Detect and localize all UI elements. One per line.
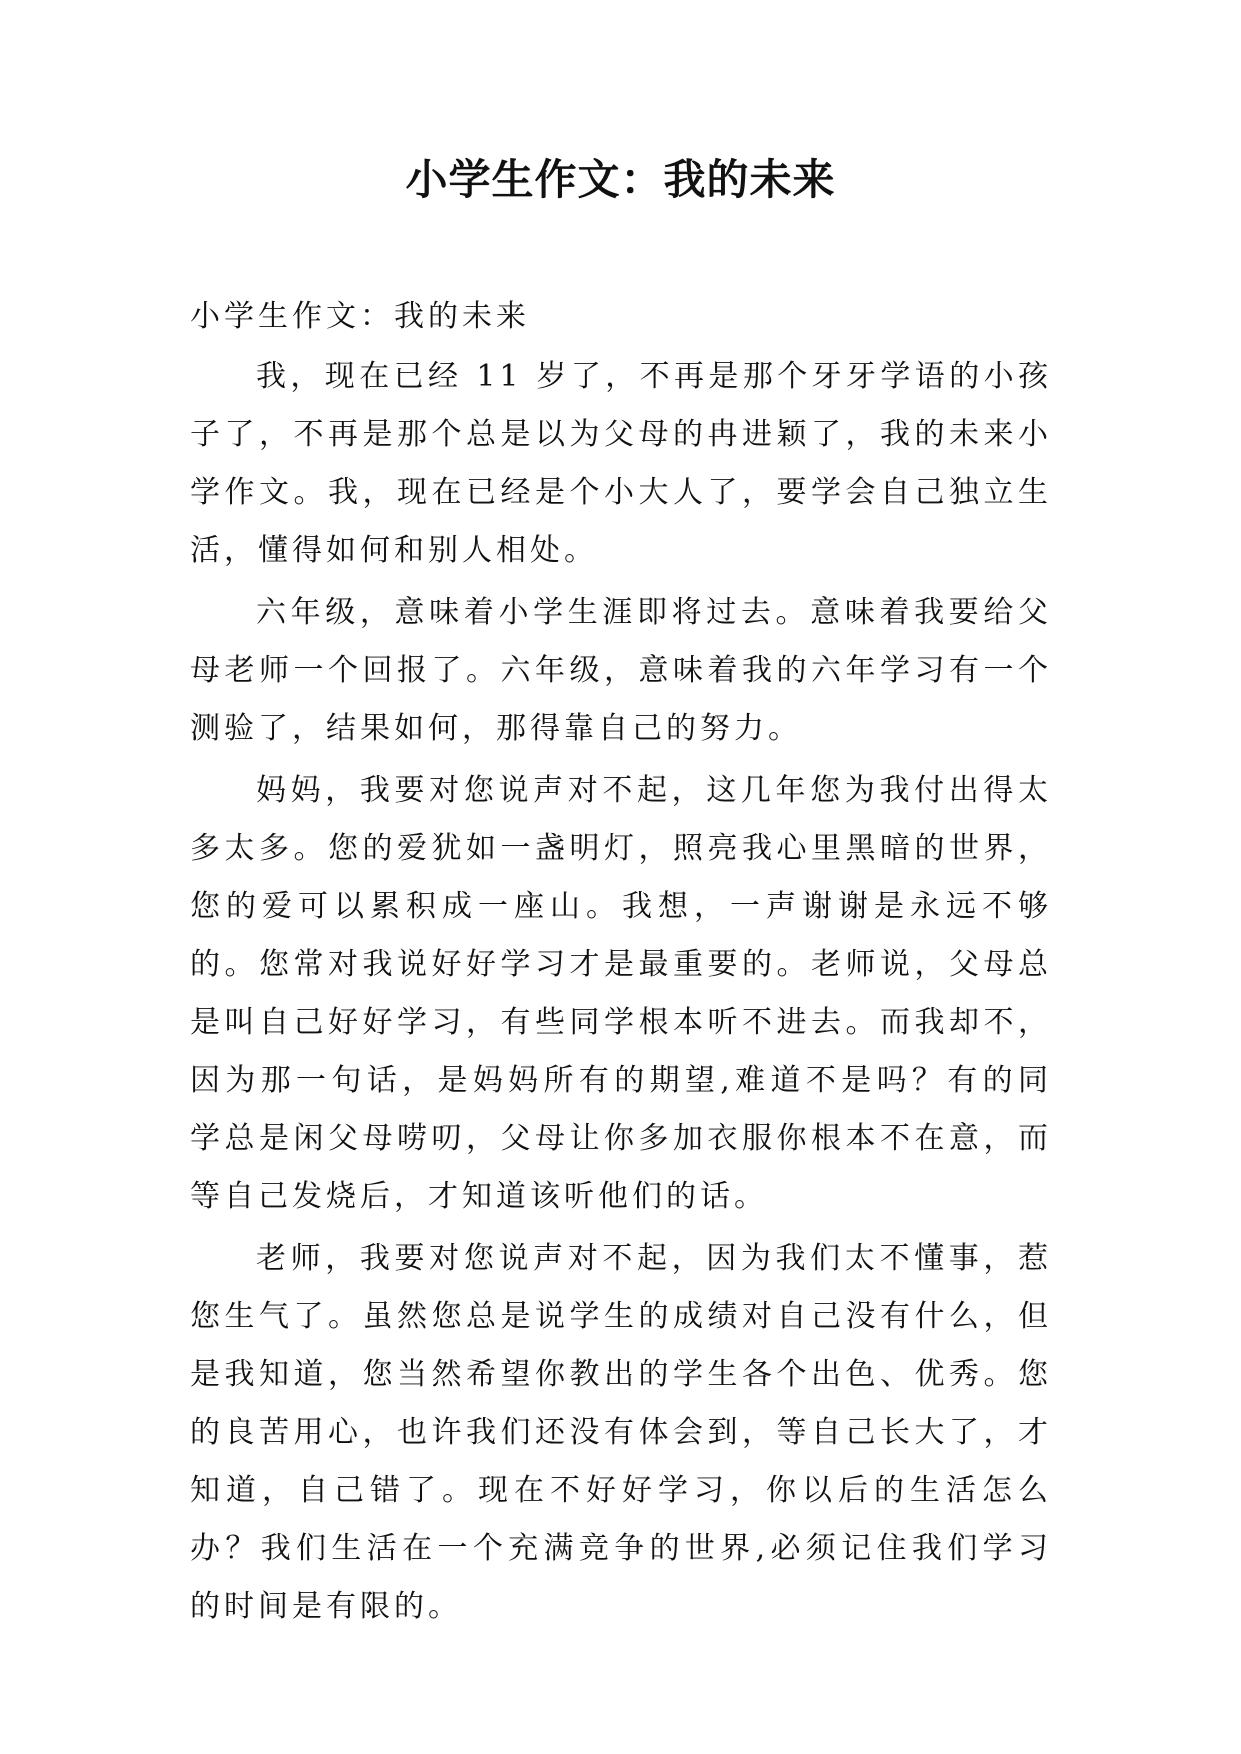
paragraph-4: 老师，我要对您说声对不起，因为我们太不懂事，惹您生气了。虽然您总是说学生的成绩对自己没有什么，但是我知道，您当然希望你教出的学生各个出色、优秀。您的良苦用心，也许我们还没有体会到，等自己长大了，才知道，自己错了。现在不好好学习，你以后的生活怎么办？我们生活在一个充满竞争的世界,必须记住我们学习的时间是有限的。 (190, 1241, 1052, 1624)
paragraph-3: 妈妈，我要对您说声对不起，这几年您为我付出得太多太多。您的爱犹如一盏明灯，照亮我心里黑暗的世界，您的爱可以累积成一座山。我想，一声谢谢是永远不够的。您常对我说好好学习才是最重要的。老师说，父母总是叫自己好好学习，有些同学根本听不进去。而我却不，因为那一句话，是妈妈所有的期望,难道不是吗？有的同学总是闲父母唠叨，父母让你多加衣服你根本不在意，而等自己发烧后，才知道该听他们的话。 (190, 773, 1052, 1214)
document-body (190, 288, 1052, 1640)
essay-subtitle: 小学生作文：我的未来 (190, 299, 530, 334)
paragraph-2: 六年级，意味着小学生涯即将过去。意味着我要给父母老师一个回报了。六年级，意味着我的六年学习有一个测验了，结果如何，那得靠自己的努力。 (190, 595, 1052, 746)
document-title: 小学生作文：我的未来 (405, 155, 836, 204)
paragraph-1: 我，现在已经 11 岁了，不再是那个牙牙学语的小孩子了，不再是那个总是以为父母的冉进颖了，我的未来小学作文。我，现在已经是个小大人了，要学会自己独立生活，懂得如何和别人相处。 (190, 359, 1052, 568)
